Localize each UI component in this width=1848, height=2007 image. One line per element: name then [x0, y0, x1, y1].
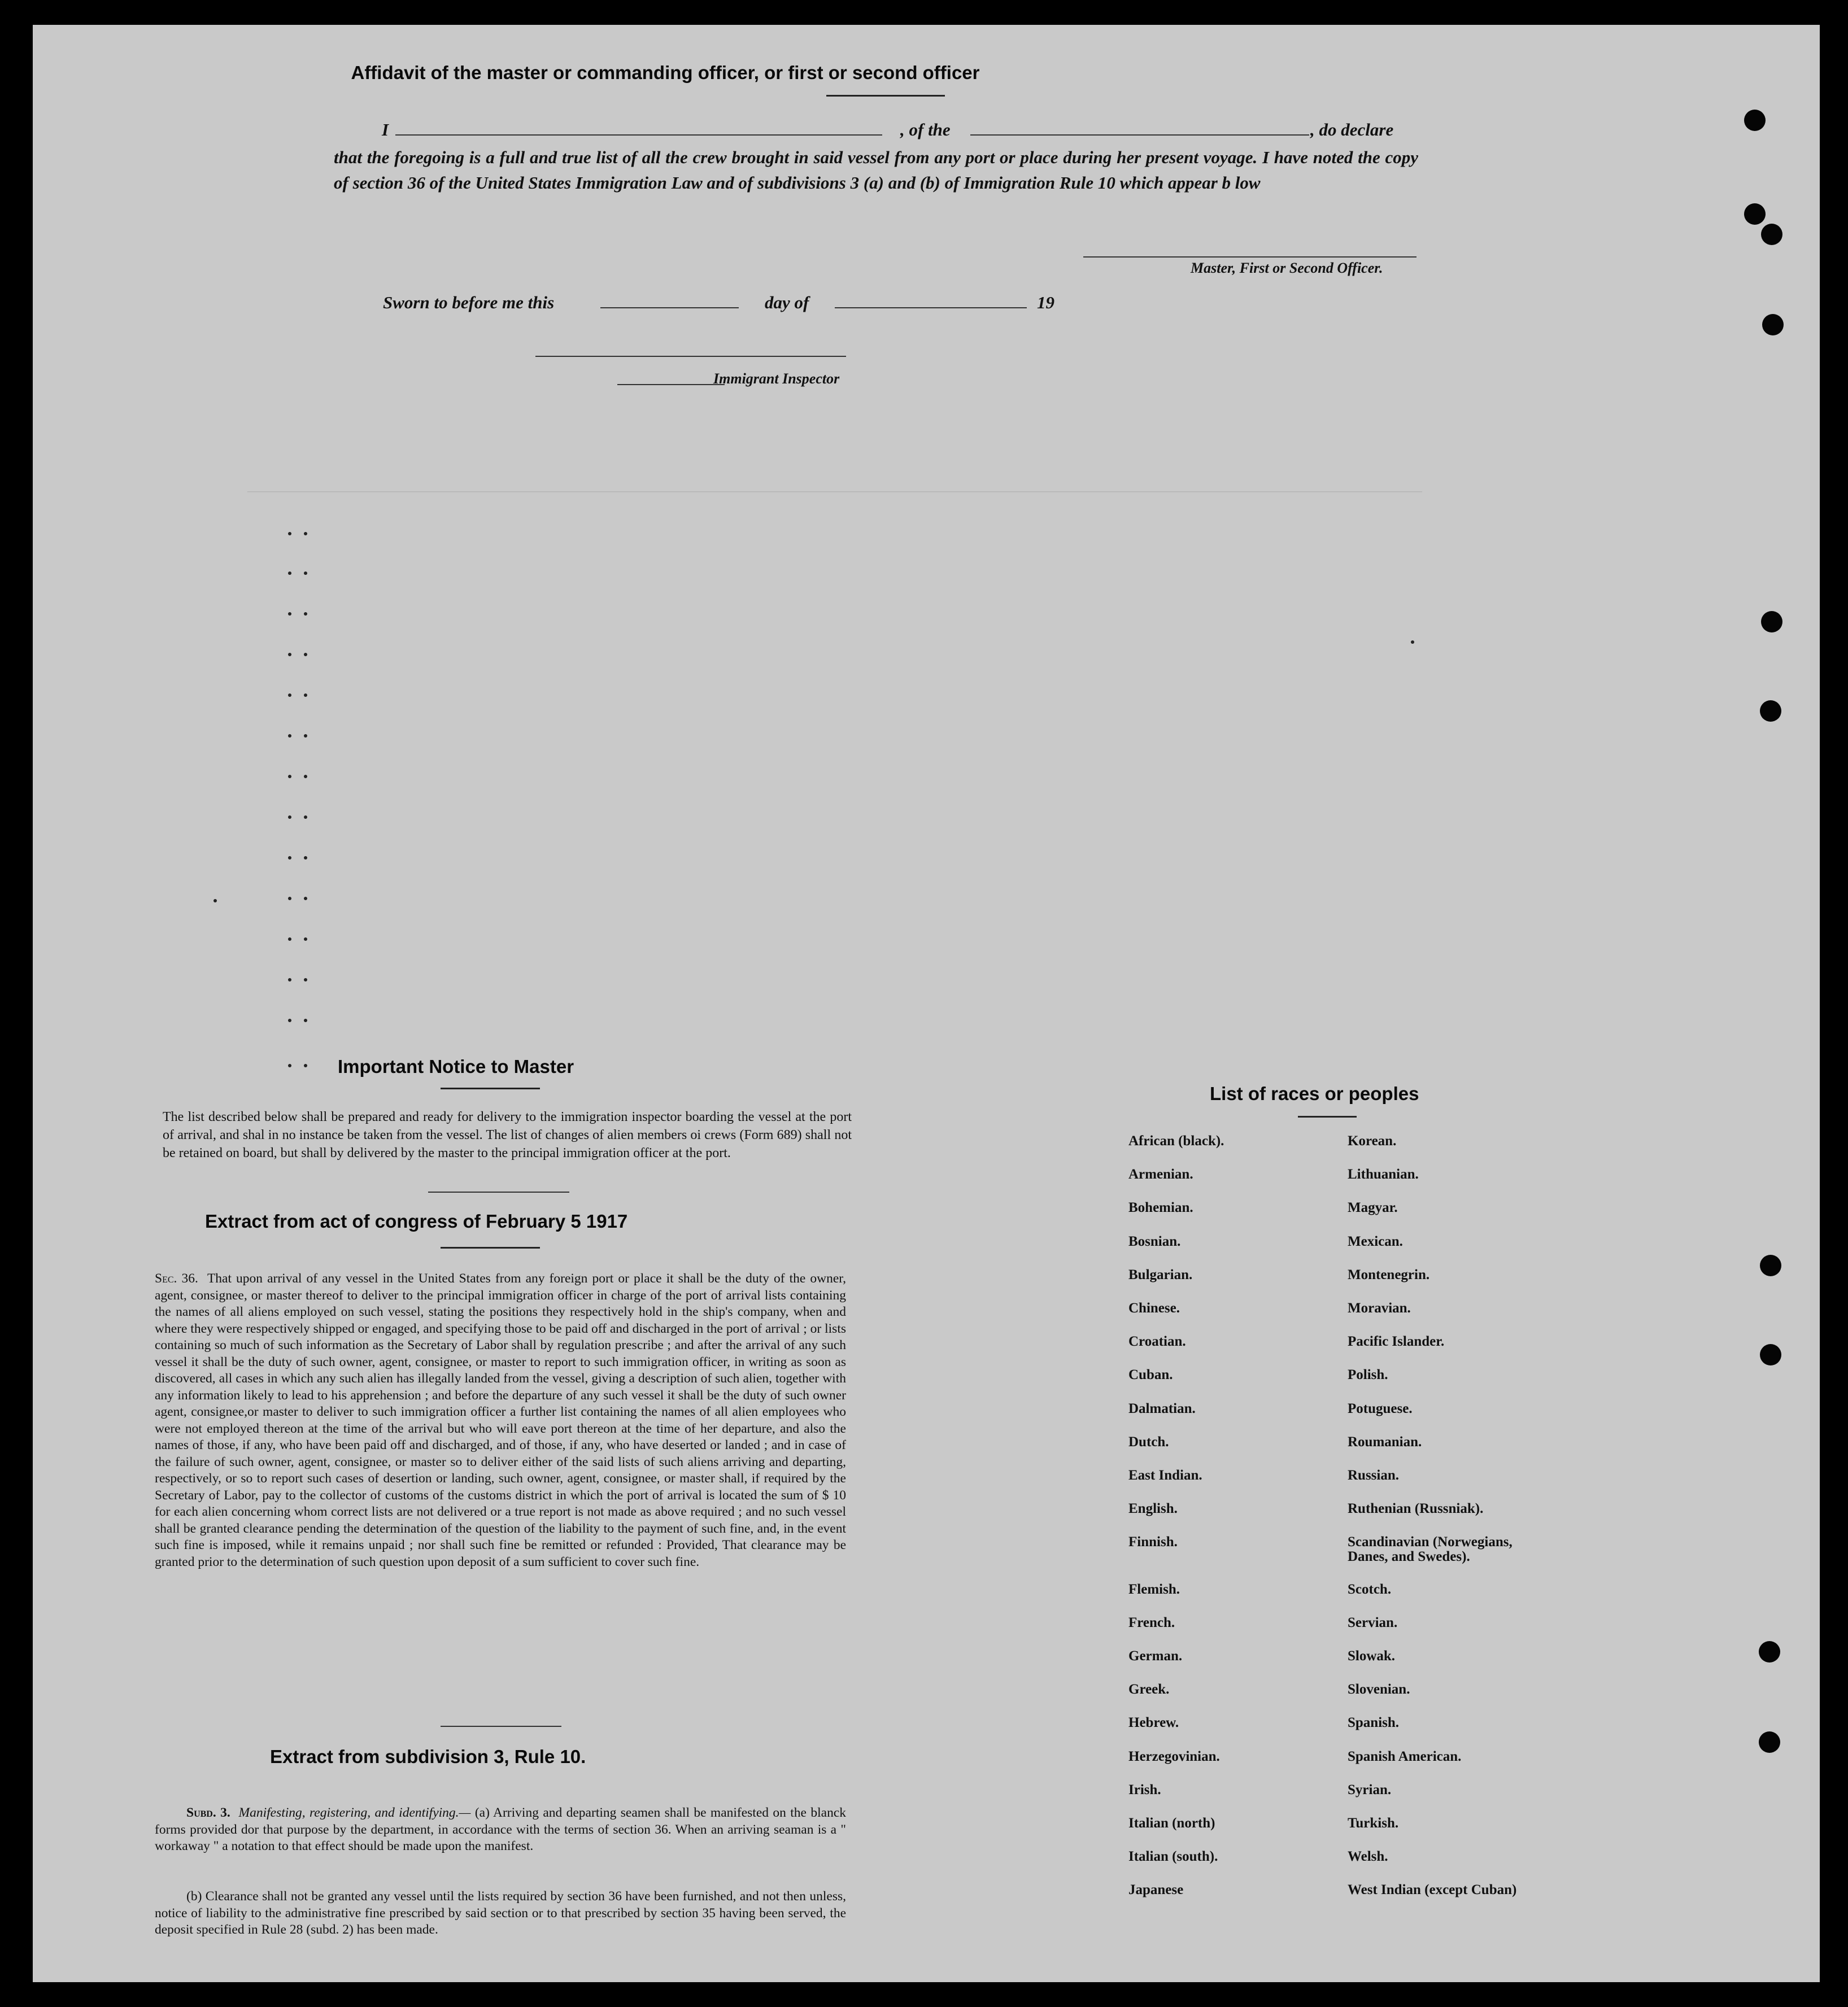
- punch-hole: [1760, 700, 1781, 722]
- race-item: Hebrew.: [1128, 1715, 1179, 1731]
- extract-rule-para-a: [155, 1805, 846, 1855]
- race-item: West Indian (except Cuban): [1348, 1882, 1517, 1898]
- section-label: Sec. 36.: [155, 1271, 198, 1286]
- extract-act-title: Extract from act of congress of February 5 1917: [205, 1211, 628, 1232]
- race-item: Turkish.: [1348, 1816, 1399, 1831]
- race-item: Bosnian.: [1128, 1233, 1181, 1249]
- race-item: Japanese: [1128, 1882, 1184, 1898]
- extract-act-underline: [441, 1247, 540, 1249]
- race-item: East Indian.: [1128, 1468, 1202, 1483]
- signature-caption: Master, First or Second Officer.: [1191, 260, 1383, 276]
- race-item: Lithuanian.: [1348, 1167, 1419, 1183]
- extract-rule-title: Extract from subdivision 3, Rule 10.: [270, 1746, 586, 1767]
- race-item: Spanish American.: [1348, 1748, 1462, 1764]
- race-item: Scotch.: [1348, 1581, 1392, 1597]
- punch-hole: [1761, 224, 1782, 245]
- race-item: Spanish.: [1348, 1715, 1400, 1731]
- race-item: Slowak.: [1348, 1648, 1396, 1664]
- sworn-prefix: Sworn to before me this: [383, 293, 555, 312]
- sworn-day-blank[interactable]: [600, 307, 739, 308]
- race-item: Polish.: [1348, 1367, 1388, 1383]
- affidavit-line1-of-the: , of the: [900, 120, 951, 139]
- race-item: Irish.: [1128, 1782, 1161, 1797]
- race-item: Cuban.: [1128, 1367, 1173, 1383]
- race-item: African (black).: [1128, 1133, 1224, 1149]
- races-underline: [1298, 1116, 1357, 1118]
- signature-blank[interactable]: [1083, 256, 1416, 258]
- affidavit-line1-declare: , do declare: [1310, 120, 1394, 139]
- race-item: Pacific Islander.: [1348, 1334, 1445, 1350]
- vessel-blank[interactable]: [970, 134, 1309, 136]
- race-item: Slovenian.: [1348, 1682, 1410, 1698]
- race-item: Mexican.: [1348, 1233, 1403, 1249]
- race-item: French.: [1128, 1615, 1175, 1630]
- notice-body: The list described below shall be prepared and ready for delivery to the immigration inspector boarding the vessel at the port of arrival, and shal in no instance be taken from the vessel. The list of changes of alien members oi crews (Form 689) shall not be retained on board, but shall by delivered by the master to the principal immigration officer at the port.: [163, 1110, 852, 1160]
- punch-hole: [1760, 1344, 1781, 1365]
- bleed-through: ————————————————————————————————————————————————————————————————————————————————: [247, 482, 1422, 499]
- race-item: Magyar.: [1348, 1200, 1398, 1216]
- affidavit-body: that the foregoing is a full and true list of all the crew brought in said vessel from any port or place during her present voyage. I have noted the copy of section 36 of the United States Immigration Law and of subdivisions 3 (a) and (b) of Immigration Rule 10 which appear b low: [334, 147, 1418, 193]
- sworn-day-of: day of: [765, 293, 809, 312]
- race-item: Russian.: [1348, 1468, 1400, 1483]
- sworn-month-blank[interactable]: [835, 307, 1027, 308]
- race-item: Korean.: [1348, 1133, 1397, 1149]
- inspector-caption: Immigrant Inspector: [713, 370, 840, 387]
- race-item: Italian (north): [1128, 1816, 1215, 1831]
- race-item: Bulgarian.: [1128, 1267, 1193, 1282]
- race-item: Moravian.: [1348, 1301, 1411, 1316]
- races-title: List of races or peoples: [1210, 1083, 1419, 1104]
- notice-underline: [441, 1088, 540, 1089]
- race-item: Scandinavian (Norwegians, Danes, and Swedes).: [1348, 1534, 1513, 1565]
- race-item: German.: [1128, 1648, 1183, 1664]
- punch-hole: [1744, 203, 1766, 225]
- race-item: Greek.: [1128, 1682, 1170, 1698]
- race-item: Bohemian.: [1128, 1200, 1193, 1216]
- race-item: Syrian.: [1348, 1782, 1392, 1797]
- punch-hole: [1744, 110, 1766, 131]
- race-item: Armenian.: [1128, 1167, 1193, 1183]
- inspector-signature-blank[interactable]: [535, 356, 846, 357]
- act-separator: [441, 1726, 561, 1727]
- race-item: Dutch.: [1128, 1434, 1169, 1450]
- race-item: Chinese.: [1128, 1301, 1180, 1316]
- race-item: Montenegrin.: [1348, 1267, 1430, 1282]
- affidavit-title: Affidavit of the master or commanding officer, or first or second officer: [351, 62, 980, 83]
- title-underline: [826, 95, 945, 97]
- section-text: That upon arrival of any vessel in the United States from any foreign port or place it shall be the duty of the owner, agent, consignee, or master thereof to deliver to the principal immigration officer in charge of the port of arrival lists containing the names of all aliens employed on such vessel, stating the positions they respectively hold in the ship's company, when and where they were respectively shipped or engaged, and specifying those to be paid off and discharged in the port of arrival ; or lists containing so much of such information as the Secretary of Labor shall by regulation prescribe ; and after the arrival of any such vessel it shall be the duty of such owner, agent, consignee, or master to report to such immigration officer, in writing as soon as discovered, all cases in which any such alien has illegally landed from the vessel, giving a description of such alien, together with any information likely to lead to his apprehension ; and before the departure of any such vessel it shall be the duty of such owner agent, consignee,or master to deliver to such immigration officer a further list containing the names of all alien employees who were not employed thereon at the time of the arrival but who will eave port thereon at the time of her departure, and also the names of those, if any, who have been paid off and discharged, and of those, if any, who have deserted or landed ; and in case of the failure of such owner, agent, consignee, or master so to deliver either of the said lists of such aliens arriving and departing, respectively, or so to report such cases of desertion or landing, such owner, agent, consignee, or master shall, if required by the Secretary of Labor, pay to the collector of customs of the customs district in which the port of arrival is located the sum of $ 10 for each alien concerning whom correct lists are not delivered or a true report is not made as above required ; and no such vessel shall be granted clearance pending the determination of the question of the liability to the payment of such fine, and, in the event such fine is imposed, while it remains unpaid ; nor shall such fine be remitted or refunded : Provided, That clearance may be granted prior to the determination of such question upon deposit of a sum sufficient to cover such fine.: [155, 1271, 847, 1569]
- race-item: Flemish.: [1128, 1581, 1180, 1597]
- name-blank[interactable]: [395, 134, 882, 136]
- notice-separator: [428, 1192, 569, 1193]
- extract-rule-para-b: (b) Clearance shall not be granted any vessel until the lists required by section 36 have been furnished, and not then unless, notice of liability to the administrative fine prescribed by said section or to that prescribed by section 35 having been served, the deposit specified in Rule 28 (subd. 2) has been made.: [155, 1889, 846, 1937]
- sworn-year: 19: [1037, 293, 1054, 312]
- inspector-short-blank: [617, 384, 725, 385]
- subd-para-a-text: (a) Arriving and departing seamen shall be manifested on the blanck forms provided dor that purpose by the department, in accordance with the terms of section 36. When an arriving seaman is a " workaway " a notation to that effect should be made upon the manifest.: [155, 1805, 847, 1853]
- punch-hole: [1762, 314, 1784, 335]
- race-item: Roumanian.: [1348, 1434, 1422, 1450]
- punch-hole: [1761, 611, 1782, 632]
- race-item: Potuguese.: [1348, 1400, 1413, 1416]
- notice-title: Important Notice to Master: [338, 1056, 574, 1077]
- race-item: Italian (south).: [1128, 1849, 1218, 1865]
- punch-hole: [1759, 1731, 1780, 1753]
- extract-act-body: [155, 1271, 846, 1570]
- race-item: Welsh.: [1348, 1849, 1388, 1865]
- affidavit-line1-prefix: I: [382, 120, 389, 139]
- punch-hole: [1760, 1255, 1781, 1276]
- race-item: English.: [1128, 1501, 1178, 1517]
- race-item: Dalmatian.: [1128, 1400, 1196, 1416]
- race-item: Servian.: [1348, 1615, 1398, 1630]
- race-item: Finnish.: [1128, 1534, 1178, 1550]
- race-item: Herzegovinian.: [1128, 1748, 1220, 1764]
- punch-hole: [1759, 1641, 1780, 1663]
- document-page: [33, 25, 1820, 1982]
- race-item: Ruthenian (Russniak).: [1348, 1501, 1484, 1517]
- race-item: Croatian.: [1128, 1334, 1186, 1350]
- subd-heading: Manifesting, registering, and identifying.—: [238, 1805, 471, 1820]
- subd-label: Subd. 3.: [186, 1805, 230, 1820]
